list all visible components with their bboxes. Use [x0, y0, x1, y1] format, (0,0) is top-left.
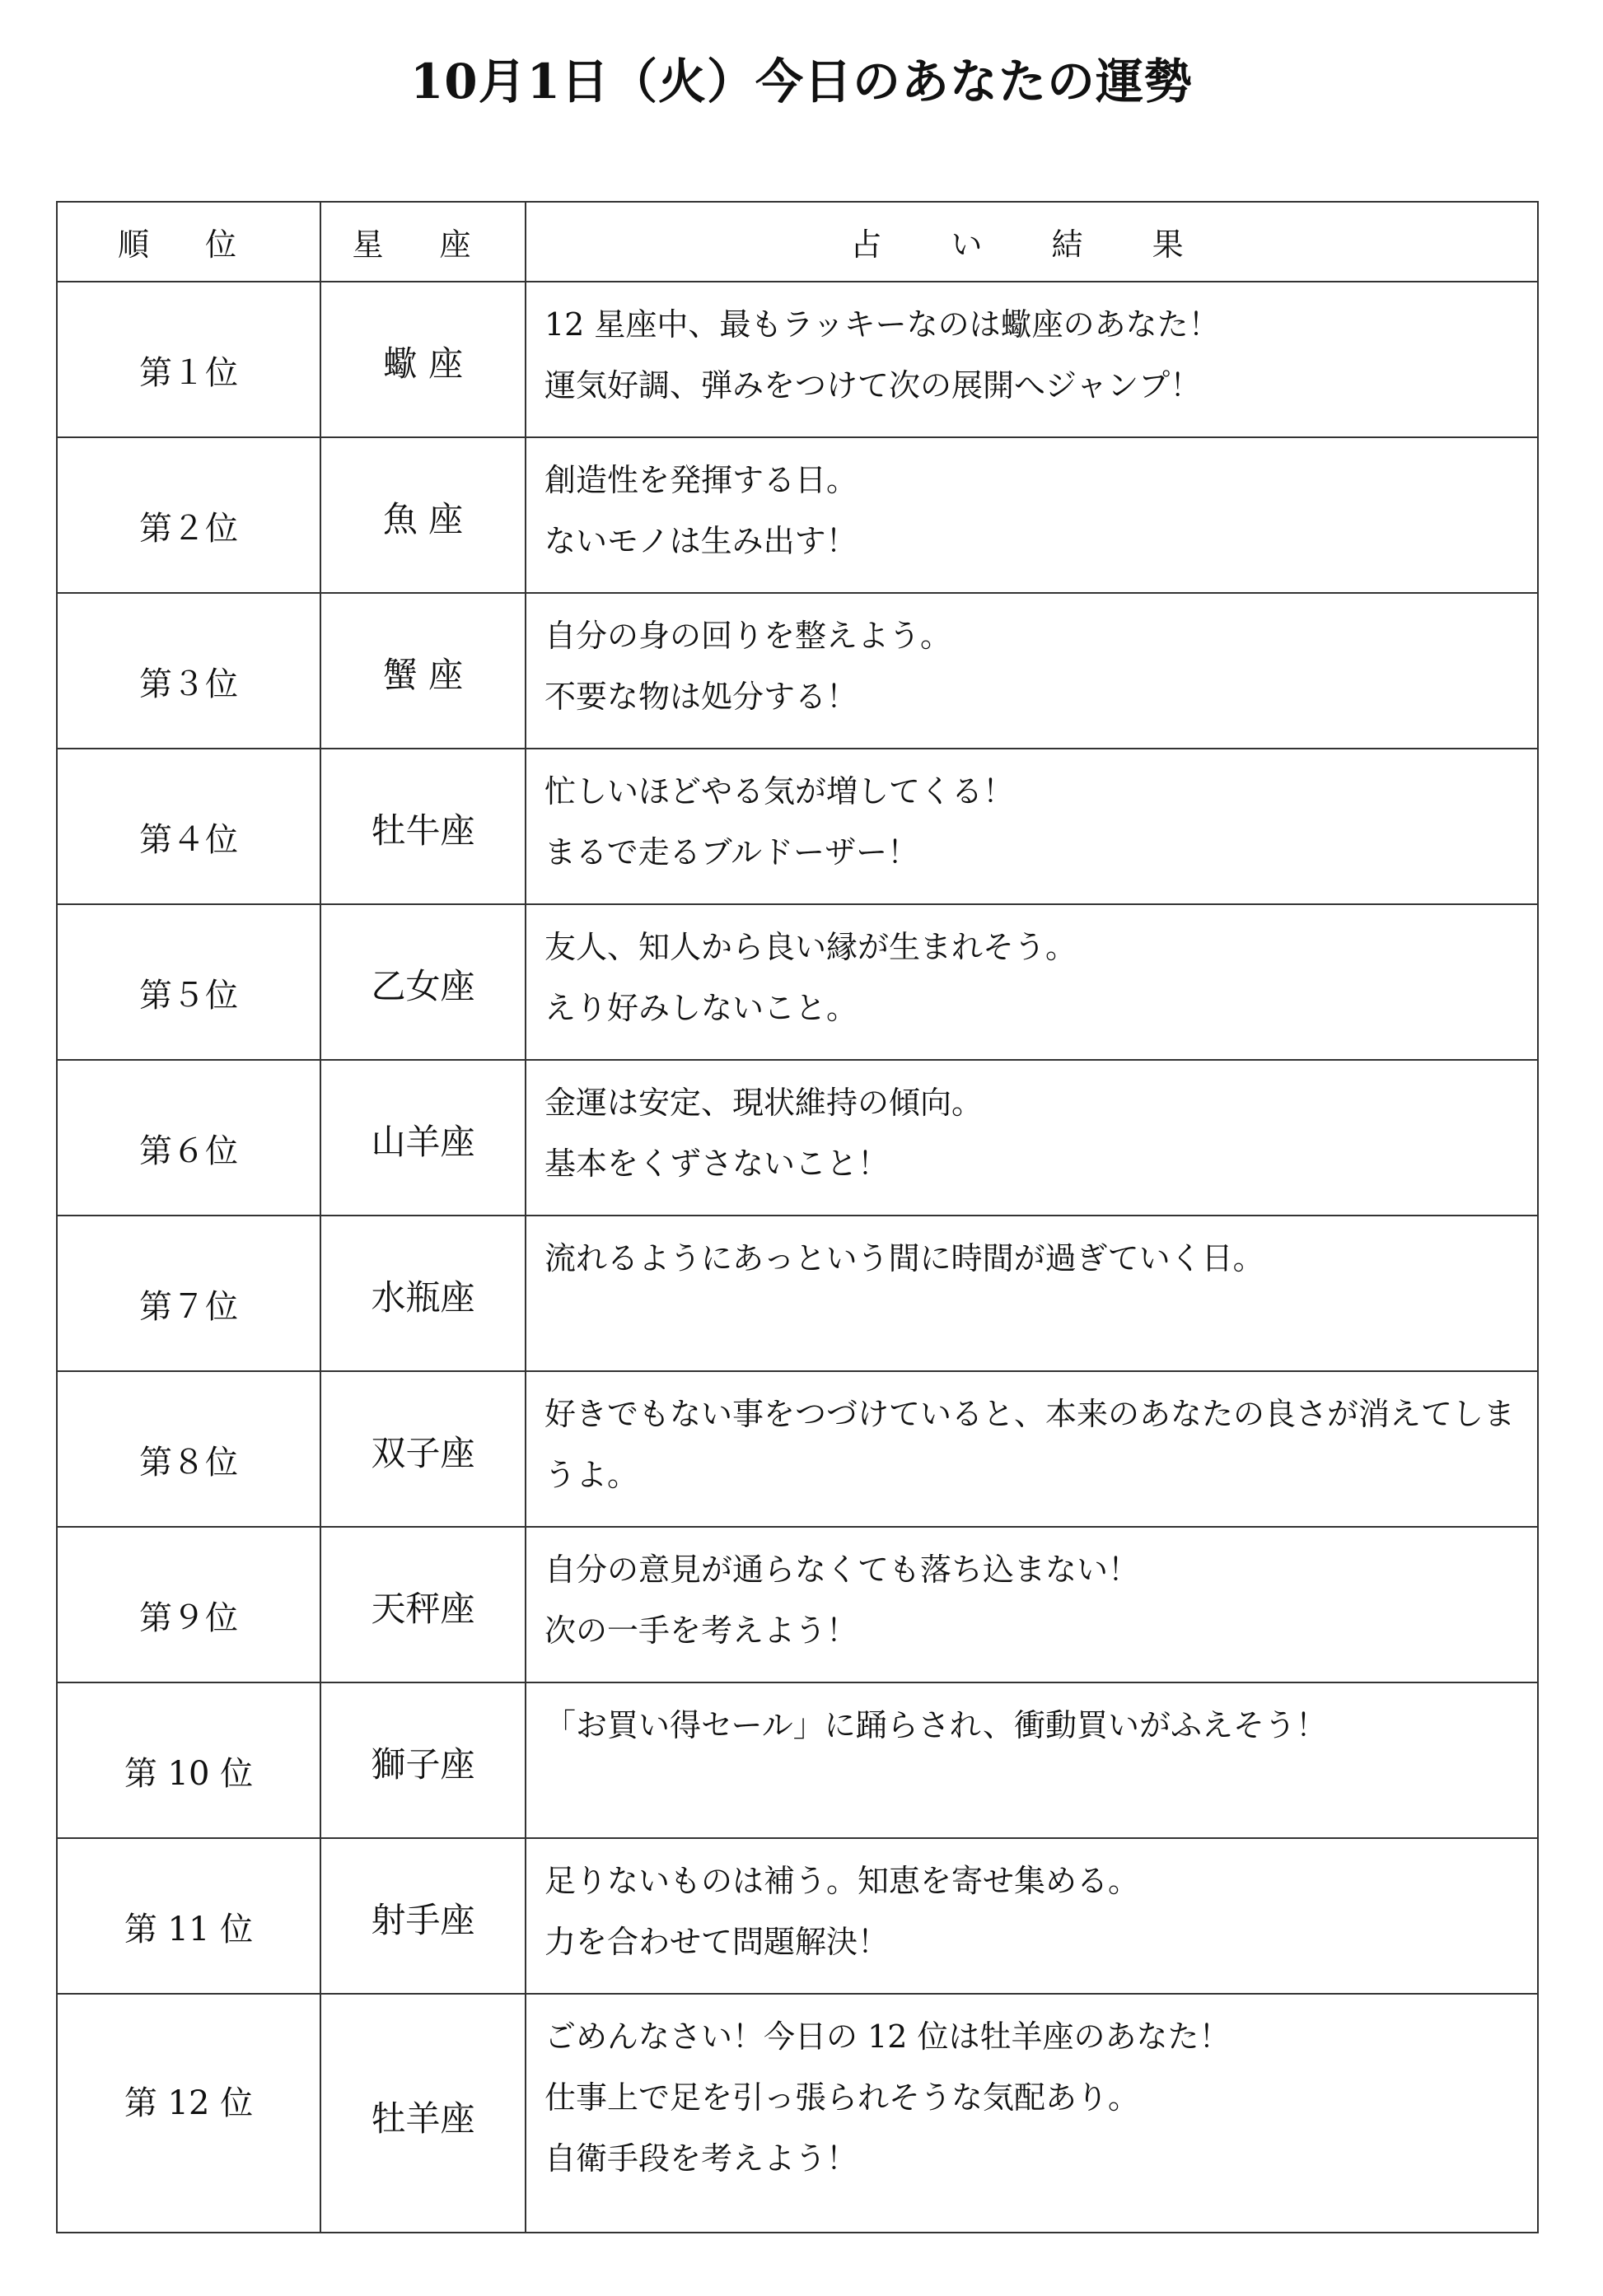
sign-label: 天秤座: [371, 1589, 475, 1629]
result-line: 12 星座中、最もラッキーなのは蠍座のあなた！: [544, 306, 1220, 343]
rank-label: 第６位: [139, 1132, 238, 1170]
result-cell: [526, 1682, 1538, 1838]
rank-cell: [57, 1994, 320, 2233]
sign-cell: [320, 282, 526, 437]
sign-label: 獅子座: [371, 1744, 475, 1785]
result-line: ごめんなさい！今日の 12 位は牡羊座のあなた！: [544, 2018, 1231, 2055]
table-row: [57, 593, 1538, 749]
result-cell: [526, 1527, 1538, 1682]
table-row: [57, 437, 1538, 593]
sign-label: 魚 座: [382, 499, 464, 539]
result-line: 足りないものは補う。知恵を寄せ集める。: [544, 1863, 1140, 1899]
sign-cell: [320, 1060, 526, 1216]
table-row: [57, 1060, 1538, 1216]
rank-label: 第３位: [139, 665, 238, 703]
result-cell: [526, 904, 1538, 1060]
result-cell: [526, 593, 1538, 749]
result-line: 自分の意見が通らなくても落ち込まない！: [544, 1552, 1140, 1588]
result-line: 自衛手段を考えよう！: [544, 2140, 858, 2177]
table-row: [57, 1994, 1538, 2233]
rank-label: 第８位: [139, 1444, 238, 1482]
result-cell: [526, 1838, 1538, 1994]
sign-cell: [320, 1682, 526, 1838]
sign-cell: [320, 749, 526, 904]
sign-cell: [320, 1216, 526, 1371]
result-line: 自分の身の回りを整えよう。: [544, 618, 952, 654]
rank-cell: [57, 1682, 320, 1838]
sign-label: 蟹 座: [382, 655, 464, 695]
result-cell: [526, 282, 1538, 437]
result-cell: [526, 749, 1538, 904]
rank-cell: [57, 437, 320, 593]
result-line: 次の一手を考えよう！: [544, 1612, 858, 1649]
table-row: [57, 1527, 1538, 1682]
rank-cell: [57, 1216, 320, 1371]
result-line: 運気好調、弾みをつけて次の展開へジャンプ！: [544, 367, 1202, 404]
rank-cell: [57, 1371, 320, 1527]
result-cell: [526, 437, 1538, 593]
result-line: 「お買い得セール」に踊らされ、衝動買いがふえそう！: [544, 1707, 1328, 1743]
result-line: えり好みしないこと。: [544, 990, 858, 1026]
result-line: 好きでもない事をつづけていると、本来のあなたの良さが消えてしまうよ。: [544, 1396, 1516, 1493]
page-title: 10月1日（火）今日のあなたの運勢: [409, 54, 1194, 110]
table-row: [57, 1216, 1538, 1371]
result-line: 仕事上で足を引っ張られそうな気配あり。: [544, 2079, 1140, 2116]
result-cell: [526, 1371, 1538, 1527]
sign-cell: [320, 437, 526, 593]
result-cell: [526, 1216, 1538, 1371]
rank-cell: [57, 1838, 320, 1994]
sign-cell: [320, 1527, 526, 1682]
result-line: ないモノは生み出す！: [544, 523, 858, 559]
result-cell: [526, 1994, 1538, 2233]
header-sign: 星 座: [320, 202, 526, 282]
table-row: [57, 1371, 1538, 1527]
table-row: [57, 1682, 1538, 1838]
rank-cell: [57, 1060, 320, 1216]
sign-label: 牡牛座: [371, 810, 475, 851]
rank-label: 第５位: [139, 977, 238, 1015]
header-rank: 順 位: [57, 202, 320, 282]
sign-label: 牡羊座: [371, 2098, 475, 2139]
result-cell: [526, 1060, 1538, 1216]
sign-label: 双子座: [371, 1433, 475, 1473]
fortune-table: [56, 201, 1539, 2233]
result-line: 基本をくずさないこと！: [544, 1146, 890, 1182]
table-header-row: [57, 202, 1538, 282]
sign-cell: [320, 1994, 526, 2233]
rank-cell: [57, 282, 320, 437]
result-line: 力を合わせて問題解決！: [544, 1924, 890, 1960]
result-line: 創造性を発揮する日。: [544, 462, 858, 498]
rank-cell: [57, 593, 320, 749]
rank-label: 第１位: [139, 354, 238, 392]
result-line: 友人、知人から良い縁が生まれそう。: [544, 929, 1077, 965]
rank-label: 第 12 位: [124, 2084, 254, 2122]
sign-cell: [320, 593, 526, 749]
sign-cell: [320, 1838, 526, 1994]
rank-label: 第２位: [139, 510, 238, 548]
rank-cell: [57, 1527, 320, 1682]
table-row: [57, 749, 1538, 904]
sign-label: 水瓶座: [371, 1277, 475, 1318]
rank-label: 第４位: [139, 821, 238, 859]
result-line: 流れるようにあっという間に時間が過ぎていく日。: [544, 1240, 1264, 1276]
table-row: [57, 904, 1538, 1060]
rank-cell: [57, 904, 320, 1060]
rank-label: 第 11 位: [124, 1911, 254, 1948]
sign-label: 射手座: [371, 1900, 475, 1940]
result-line: 金運は安定、現状維持の傾向。: [544, 1085, 984, 1121]
sign-label: 山羊座: [371, 1122, 475, 1162]
rank-cell: [57, 749, 320, 904]
header-result: 占 い 結 果: [526, 202, 1538, 282]
sign-label: 蠍 座: [382, 343, 464, 384]
rank-label: 第９位: [139, 1599, 238, 1637]
sign-cell: [320, 904, 526, 1060]
result-line: まるで走るブルドーザー！: [544, 834, 919, 870]
rank-label: 第 10 位: [124, 1755, 254, 1793]
sign-label: 乙女座: [371, 966, 475, 1006]
table-row: [57, 282, 1538, 437]
sign-cell: [320, 1371, 526, 1527]
rank-label: 第７位: [139, 1288, 238, 1326]
result-line: 不要な物は処分する！: [544, 679, 858, 715]
table-row: [57, 1838, 1538, 1994]
result-line: 忙しいほどやる気が増してくる！: [544, 773, 1015, 810]
